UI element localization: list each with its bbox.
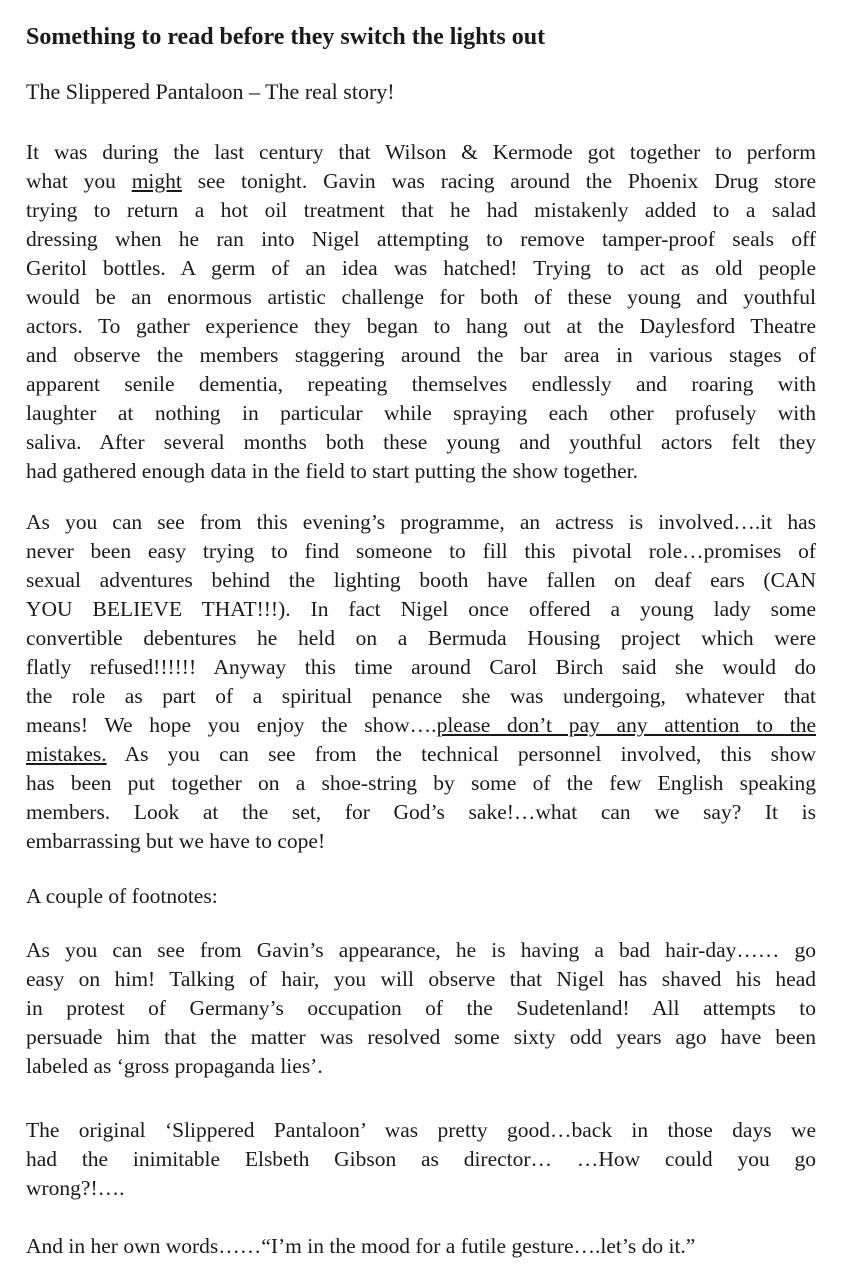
text-line: what you might see tonight. Gavin was racing around the Phoenix Drug store — [26, 169, 816, 193]
text-line: flatly refused!!!!!! Anyway this time around Carol Birch said she would do — [26, 655, 816, 679]
text-line: had the inimitable Elsbeth Gibson as director… …How could you go — [26, 1147, 816, 1171]
text-line: labeled as ‘gross propaganda lies’. — [26, 1054, 323, 1078]
underlined-text: please don’t pay any attention to the — [436, 713, 816, 737]
text-line: As you can see from this evening’s programme, an actress is involved….it has — [26, 510, 816, 534]
underlined-text: mistakes. — [26, 742, 107, 766]
text-line: Geritol bottles. A germ of an idea was hatched! Trying to act as old people — [26, 256, 816, 280]
text-line: saliva. After several months both these young and youthful actors felt they — [26, 430, 816, 454]
text-line: dressing when he ran into Nigel attempting to remove tamper-proof seals off — [26, 227, 816, 251]
text-line: and observe the members staggering around the bar area in various stages of — [26, 343, 816, 367]
paragraph-original — [26, 1116, 816, 1203]
text-line: As you can see from Gavin’s appearance, he is having a bad hair-day…… go — [26, 938, 816, 962]
text-line: would be an enormous artistic challenge for both of these young and youthful — [26, 285, 816, 309]
text-line: embarrassing but we have to cope! — [26, 829, 326, 853]
text-line: means! We hope you enjoy the show….please don’t pay any attention to the — [26, 713, 816, 737]
text-line: sexual adventures behind the lighting booth have fallen on deaf ears (CAN — [26, 568, 816, 592]
text-line: in protest of Germany’s occupation of the Sudetenland! All attempts to — [26, 996, 816, 1020]
text-line: easy on him! Talking of hair, you will observe that Nigel has shaved his head — [26, 967, 816, 991]
closing-quote: And in her own words……“I’m in the mood for a futile gesture….let’s do it.” — [26, 1234, 696, 1258]
page-title: Something to read before they switch the lights out — [26, 24, 546, 50]
text-line: the role as part of a spiritual penance she was undergoing, whatever that — [26, 684, 816, 708]
footnotes-heading: A couple of footnotes: — [26, 884, 218, 908]
text-line: had gathered enough data in the field to start putting the show together. — [26, 459, 638, 483]
text-line: has been put together on a shoe-string by some of the few English speaking — [26, 771, 816, 795]
text-line: never been easy trying to find someone to fill this pivotal role…promises of — [26, 539, 816, 563]
text-line: mistakes. As you can see from the technical personnel involved, this show — [26, 742, 816, 766]
underlined-text: might — [131, 169, 182, 193]
subtitle: The Slippered Pantaloon – The real story! — [26, 79, 395, 104]
text-line: It was during the last century that Wilson & Kermode got together to perform — [26, 140, 816, 164]
text-line: YOU BELIEVE THAT!!!). In fact Nigel once offered a young lady some — [26, 597, 816, 621]
text-line: The original ‘Slippered Pantaloon’ was pretty good…back in those days we — [26, 1118, 816, 1142]
text-line: members. Look at the set, for God’s sake!…what can we say? It is — [26, 800, 816, 824]
paragraph-footnote-hair — [26, 936, 816, 1081]
text-line: actors. To gather experience they began to hang out at the Daylesford Theatre — [26, 314, 816, 338]
text-line: apparent senile dementia, repeating themselves endlessly and roaring with — [26, 372, 816, 396]
paragraph-story — [26, 138, 816, 486]
text-line: laughter at nothing in particular while spraying each other profusely with — [26, 401, 816, 425]
text-line: trying to return a hot oil treatment that he had mistakenly added to a salad — [26, 198, 816, 222]
text-line: persuade him that the matter was resolved some sixty odd years ago have been — [26, 1025, 816, 1049]
paragraph-actress — [26, 508, 816, 856]
text-line: convertible debentures he held on a Bermuda Housing project which were — [26, 626, 816, 650]
text-line: wrong?!…. — [26, 1176, 125, 1200]
